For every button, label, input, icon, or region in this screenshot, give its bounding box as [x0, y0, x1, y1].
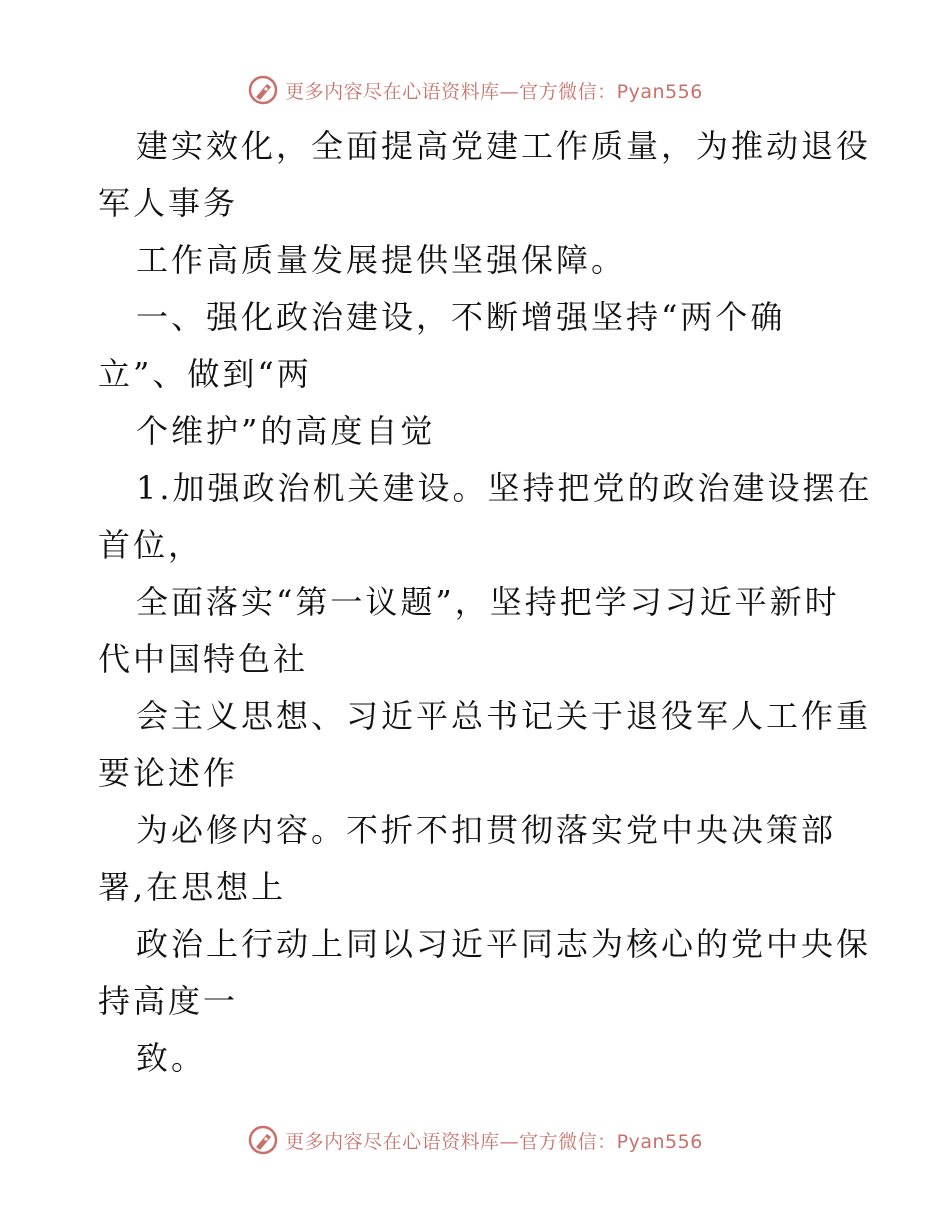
- watermark-wechat-id: Pyan556: [616, 1130, 703, 1153]
- watermark-text: 更多内容尽在心语资料库—官方微信：: [285, 80, 617, 103]
- body-line: 首位，: [98, 526, 204, 564]
- body-line: 致。: [136, 1039, 207, 1077]
- section-heading-line: 立”、做到“两: [98, 355, 312, 393]
- footer-watermark: [0, 1120, 950, 1160]
- body-line: 持高度一: [98, 982, 239, 1020]
- document-body: [98, 118, 873, 1087]
- watermark-text: 更多内容尽在心语资料库—官方微信：: [285, 1130, 617, 1153]
- body-line: 1.加强政治机关建设。坚持把党的政治建设摆在: [136, 469, 873, 507]
- body-line: 代中国特色社: [98, 640, 309, 678]
- body-line: 会主义思想、习近平总书记关于退役军人工作重: [136, 697, 872, 735]
- body-line: 政治上行动上同以习近平同志为核心的党中央保: [136, 925, 872, 963]
- section-heading-line: 一、强化政治建设，不断增强坚持“两个确: [136, 298, 786, 336]
- body-line: 为必修内容。不折不扣贯彻落实党中央决策部: [136, 811, 837, 849]
- body-line: 署,在思想上: [98, 868, 287, 906]
- pen-nib-logo-icon: [247, 1124, 279, 1156]
- body-line: 全面落实“第一议题”，坚持把学习习近平新时: [136, 583, 840, 621]
- header-watermark: [0, 70, 950, 110]
- body-line: 军人事务: [98, 184, 239, 222]
- body-line: 要论述作: [98, 754, 239, 792]
- watermark-wechat-id: Pyan556: [616, 80, 703, 103]
- body-line: 建实效化，全面提高党建工作质量，为推动退役: [136, 127, 872, 165]
- body-line: 工作高质量发展提供坚强保障。: [136, 241, 627, 279]
- section-heading-line: 个维护”的高度自觉: [136, 412, 436, 450]
- pen-nib-logo-icon: [247, 74, 279, 106]
